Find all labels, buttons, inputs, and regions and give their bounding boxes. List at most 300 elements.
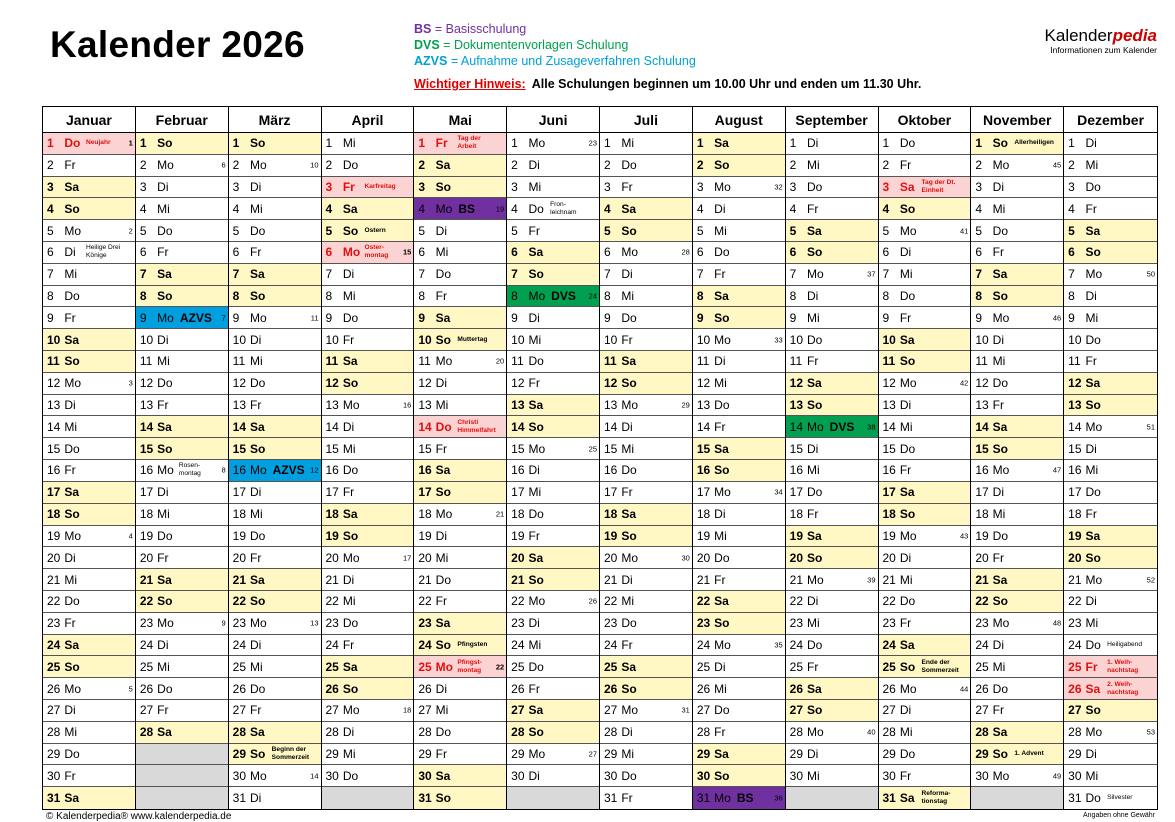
day-number: 27 — [511, 703, 525, 718]
day-number: 18 — [975, 507, 989, 522]
weekday: Sa — [1085, 223, 1101, 238]
weekday: Sa — [807, 528, 822, 543]
day-number: 3 — [511, 180, 518, 194]
weekday: Mi — [992, 201, 1006, 216]
day-cell — [507, 438, 599, 460]
day-label — [140, 180, 169, 194]
day-number: 27 — [696, 703, 711, 718]
day-number: 11 — [511, 354, 524, 369]
day-number: 24 — [882, 637, 896, 652]
training-event-label: DVS — [551, 289, 576, 304]
day-number: 5 — [604, 223, 611, 238]
day-label — [418, 398, 448, 412]
day-label — [883, 573, 913, 587]
day-label — [418, 442, 447, 456]
weekday: Mo — [528, 289, 546, 304]
day-number: 19 — [139, 528, 154, 543]
day-number: 15 — [47, 441, 61, 456]
day-number: 7 — [511, 267, 518, 282]
holiday-label: Christi Himmelfahrt — [457, 418, 496, 434]
day-cell — [414, 155, 506, 177]
day-label — [140, 376, 173, 390]
day-cell — [322, 613, 414, 635]
calendar-week-number: 22 — [495, 662, 505, 672]
weekday: Sa — [714, 594, 729, 609]
weekday: Di — [714, 354, 726, 369]
day-cell — [43, 329, 135, 351]
day-cell — [693, 526, 785, 548]
day-cell — [879, 395, 971, 417]
weekday: Do — [899, 441, 916, 456]
weekday: Mi — [807, 616, 820, 631]
day-number: 4 — [511, 201, 518, 216]
day-number: 29 — [325, 746, 339, 761]
day-label — [790, 703, 823, 717]
day-cell — [507, 765, 599, 787]
calendar-week-number: 51 — [1146, 422, 1155, 432]
day-cell — [414, 700, 506, 722]
weekday: Do — [528, 201, 544, 216]
day-number: 27 — [325, 703, 339, 718]
weekday: Do — [342, 768, 359, 783]
day-number: 12 — [139, 376, 154, 391]
day-number: 9 — [139, 310, 147, 325]
weekday: So — [992, 594, 1009, 609]
day-number: 10 — [882, 332, 896, 347]
calendar-week-number: 20 — [495, 356, 505, 366]
day-cell — [414, 329, 506, 351]
day-cell — [229, 482, 321, 504]
day-cell — [229, 504, 321, 526]
day-number: 7 — [418, 267, 426, 282]
day-number: 6 — [418, 245, 426, 260]
day-label — [511, 333, 541, 347]
day-cell — [322, 504, 414, 526]
kalenderpedia-logo[interactable] — [1045, 26, 1157, 55]
weekday: Di — [807, 289, 819, 304]
day-number: 19 — [975, 528, 989, 543]
day-label — [604, 638, 633, 652]
day-number: 2 — [975, 158, 983, 173]
weekday: Fr — [992, 398, 1004, 413]
day-label — [326, 136, 356, 150]
weekday: Mi — [621, 441, 635, 456]
day-label — [883, 136, 916, 150]
day-cell — [229, 744, 321, 766]
day-cell — [693, 635, 785, 657]
day-number: 24 — [975, 637, 989, 652]
day-label — [604, 507, 636, 521]
day-number: 21 — [325, 572, 339, 587]
day-number: 15 — [696, 441, 711, 456]
day-cell — [971, 307, 1063, 329]
day-cell — [600, 373, 692, 395]
weekday: Di — [157, 332, 169, 347]
weekday: So — [1085, 398, 1101, 413]
weekday: Fr — [342, 180, 355, 194]
day-label — [326, 420, 355, 434]
weekday: Fr — [1085, 659, 1098, 674]
day-label — [883, 507, 916, 521]
training-event-label: DVS — [829, 419, 855, 434]
day-cell — [322, 177, 414, 199]
day-number: 5 — [511, 223, 518, 238]
day-cell — [1064, 678, 1157, 700]
month-column-11 — [1064, 107, 1157, 809]
holiday-label: Oster- montag — [364, 244, 389, 260]
day-number: 2 — [325, 158, 333, 173]
logo-tagline: Informationen zum Kalender — [1050, 45, 1157, 55]
day-label — [604, 224, 637, 238]
day-label — [883, 311, 912, 325]
day-cell — [507, 133, 599, 155]
day-label — [604, 660, 636, 674]
weekday: Do — [528, 354, 544, 369]
day-label — [47, 442, 80, 456]
day-number: 19 — [511, 528, 525, 543]
day-number: 19 — [604, 528, 618, 543]
day-number: 8 — [975, 289, 983, 304]
day-label — [233, 791, 262, 805]
day-label — [1068, 463, 1098, 477]
weekday: Sa — [64, 485, 80, 500]
weekday: Sa — [714, 441, 729, 456]
day-label — [1068, 573, 1102, 587]
day-cell — [322, 373, 414, 395]
weekday: Di — [621, 267, 633, 282]
day-cell — [136, 722, 228, 744]
weekday: Do — [899, 289, 916, 304]
weekday: Mo — [435, 659, 453, 674]
day-label — [1068, 747, 1097, 761]
day-label — [975, 485, 1004, 499]
day-number: 28 — [418, 725, 432, 740]
weekday: Do — [64, 441, 80, 456]
weekday: Mi — [342, 289, 356, 304]
day-number: 5 — [139, 223, 147, 238]
day-label — [604, 376, 637, 390]
day-number: 20 — [696, 550, 711, 565]
weekday: Fr — [250, 550, 262, 565]
day-label — [604, 616, 637, 630]
day-label — [697, 136, 729, 150]
holiday-label: Beginn der Sommerzeit — [271, 745, 310, 761]
day-cell — [43, 438, 135, 460]
weekday: Mi — [714, 528, 727, 543]
weekday: Mo — [714, 637, 731, 652]
calendar-week-number: 27 — [588, 749, 597, 759]
day-number: 7 — [47, 267, 54, 282]
day-cell — [1064, 220, 1157, 242]
day-cell — [43, 700, 135, 722]
day-number: 11 — [418, 354, 431, 369]
day-number: 1 — [1068, 136, 1075, 151]
day-number: 21 — [789, 572, 804, 587]
day-number: 16 — [1068, 463, 1082, 478]
day-number: 1 — [47, 136, 54, 151]
weekday: So — [250, 441, 266, 456]
day-cell — [229, 526, 321, 548]
calendar-week-number: 6 — [221, 160, 226, 170]
weekday: Mo — [342, 550, 360, 565]
weekday: Sa — [807, 681, 822, 696]
weekday: Di — [64, 703, 76, 718]
calendar-week-number: 19 — [495, 204, 505, 214]
weekday: Mo — [528, 746, 546, 761]
calendar-week-number: 9 — [221, 618, 226, 628]
day-cell — [43, 264, 135, 286]
legend-bs-text: = Basisschulung — [431, 22, 527, 36]
weekday: Mi — [621, 136, 635, 151]
weekday: Fr — [899, 463, 912, 478]
day-cell — [43, 765, 135, 787]
weekday: Mo — [992, 616, 1010, 631]
empty-day-cell — [136, 787, 228, 809]
day-cell — [879, 286, 971, 308]
day-cell — [971, 198, 1063, 220]
day-cell — [693, 765, 785, 787]
day-cell — [600, 613, 692, 635]
day-label — [604, 703, 638, 717]
day-number: 8 — [789, 289, 797, 304]
day-label — [233, 311, 267, 325]
day-label — [975, 551, 1004, 565]
weekday: Mi — [342, 594, 356, 609]
day-cell — [229, 373, 321, 395]
day-label — [975, 573, 1007, 587]
weekday: Do — [342, 310, 359, 325]
day-number: 6 — [325, 245, 333, 260]
weekday: So — [899, 507, 916, 522]
day-number: 4 — [47, 201, 54, 216]
day-label — [140, 333, 169, 347]
holiday-label: Allerheiligen — [1014, 139, 1054, 147]
holiday-label: 1. Weih- nachtstag — [1107, 658, 1139, 674]
weekday: Do — [157, 528, 173, 543]
day-cell — [879, 526, 971, 548]
day-label — [883, 398, 912, 412]
day-number: 7 — [604, 267, 611, 282]
day-cell — [43, 569, 135, 591]
day-cell — [786, 307, 878, 329]
day-label — [697, 747, 729, 761]
day-label — [511, 311, 540, 325]
weekday: Mo — [342, 703, 360, 718]
weekday: Di — [992, 485, 1005, 500]
calendar-week-number: 41 — [959, 226, 969, 236]
day-cell — [136, 133, 228, 155]
day-number: 2 — [47, 158, 54, 173]
weekday: Mo — [250, 310, 267, 325]
day-number: 28 — [232, 725, 247, 740]
day-number: 21 — [696, 572, 711, 587]
day-cell — [136, 395, 228, 417]
day-label — [790, 682, 822, 696]
day-label — [140, 616, 174, 630]
empty-day-cell — [136, 765, 228, 787]
day-label — [604, 594, 634, 608]
day-label — [233, 420, 265, 434]
month-column-2 — [229, 107, 322, 809]
weekday: Di — [807, 136, 819, 151]
day-label — [233, 747, 266, 761]
day-number: 6 — [975, 245, 983, 260]
weekday: Mi — [807, 463, 820, 478]
day-label — [883, 245, 912, 259]
weekday: So — [342, 681, 359, 696]
day-number: 13 — [696, 398, 711, 413]
day-number: 9 — [604, 310, 611, 325]
day-number: 19 — [418, 528, 432, 543]
day-cell — [879, 460, 971, 482]
day-label — [883, 551, 912, 565]
weekday: So — [807, 550, 823, 565]
day-cell — [971, 765, 1063, 787]
page-title: Kalender 2026 — [50, 24, 305, 65]
weekday: Fr — [250, 398, 262, 413]
day-label — [975, 245, 1004, 259]
day-number: 15 — [789, 441, 804, 456]
day-cell — [1064, 395, 1157, 417]
weekday: Sa — [435, 768, 451, 783]
weekday: Di — [64, 550, 76, 565]
day-cell — [693, 220, 785, 242]
day-label — [790, 267, 824, 281]
day-cell — [414, 133, 506, 155]
day-label — [975, 660, 1005, 674]
calendar-week-number: 44 — [959, 684, 969, 694]
calendar-week-number: 33 — [774, 335, 783, 345]
day-label — [1068, 136, 1097, 150]
day-label — [140, 463, 174, 477]
calendar-week-number: 30 — [681, 553, 690, 563]
day-number: 29 — [789, 746, 804, 761]
day-number: 15 — [1068, 441, 1082, 456]
day-label — [883, 594, 916, 608]
weekday: Sa — [621, 201, 637, 216]
day-number: 22 — [139, 594, 154, 609]
weekday: Mo — [250, 158, 267, 173]
weekday: Do — [714, 398, 730, 413]
day-cell — [786, 678, 878, 700]
day-cell — [507, 155, 599, 177]
day-label — [697, 594, 729, 608]
weekday: Do — [435, 419, 452, 434]
day-cell — [693, 416, 785, 438]
day-cell — [786, 438, 878, 460]
day-cell — [693, 155, 785, 177]
day-number: 18 — [511, 507, 525, 522]
day-label — [790, 573, 824, 587]
day-label — [604, 158, 637, 172]
day-label — [604, 420, 633, 434]
day-cell — [229, 460, 321, 482]
weekday: Fr — [435, 594, 447, 609]
weekday: Mi — [992, 659, 1006, 674]
weekday: Mo — [528, 441, 546, 456]
day-cell — [879, 155, 971, 177]
day-number: 24 — [418, 637, 432, 652]
holiday-label: Heilige Drei Könige — [86, 244, 121, 260]
weekday: Fr — [342, 637, 355, 652]
day-label — [1068, 638, 1101, 652]
weekday: Mo — [342, 398, 360, 413]
day-cell — [43, 155, 135, 177]
weekday: Mo — [807, 572, 824, 587]
day-number: 22 — [975, 594, 989, 609]
day-label — [47, 551, 76, 565]
day-label — [511, 463, 540, 477]
day-cell — [322, 744, 414, 766]
day-cell — [1064, 722, 1157, 744]
day-number: 25 — [418, 659, 432, 674]
day-label — [47, 136, 80, 150]
weekday: Sa — [342, 507, 358, 522]
day-label — [697, 224, 727, 238]
logo-name-suffix: pedia — [1112, 26, 1157, 45]
month-column-7 — [693, 107, 786, 809]
day-number: 30 — [882, 768, 896, 783]
day-label — [140, 267, 172, 281]
weekday: Fr — [1085, 354, 1097, 369]
day-cell — [414, 264, 506, 286]
day-number: 30 — [975, 768, 989, 783]
weekday: Sa — [899, 332, 915, 347]
weekday: Di — [157, 637, 169, 652]
day-number: 30 — [325, 768, 339, 783]
day-cell — [879, 177, 971, 199]
day-label — [604, 529, 637, 543]
day-cell — [322, 351, 414, 373]
day-cell — [507, 220, 599, 242]
day-label — [1068, 289, 1097, 303]
calendar-week-number: 10 — [310, 160, 319, 170]
weekday: Mo — [807, 267, 824, 282]
day-number: 19 — [47, 528, 61, 543]
day-label — [975, 136, 1008, 150]
day-label — [233, 660, 263, 674]
day-label — [697, 398, 730, 412]
day-label — [511, 267, 544, 281]
day-number: 12 — [882, 376, 896, 391]
day-cell — [414, 744, 506, 766]
weekday: Mi — [250, 659, 263, 674]
day-cell — [136, 700, 228, 722]
day-label — [697, 289, 729, 303]
weekday: Mi — [250, 507, 263, 522]
day-label — [418, 376, 447, 390]
calendar-week-number: 34 — [774, 487, 783, 497]
weekday: Mo — [250, 616, 267, 631]
day-number: 14 — [789, 419, 804, 434]
day-number: 21 — [511, 572, 525, 587]
day-cell — [693, 700, 785, 722]
calendar-week-number: 12 — [310, 465, 319, 475]
weekday: Sa — [899, 791, 915, 806]
weekday: Fr — [714, 572, 726, 587]
weekday: Mi — [899, 725, 913, 740]
day-number: 24 — [325, 637, 339, 652]
weekday: Mi — [807, 310, 820, 325]
day-number: 3 — [139, 180, 147, 194]
weekday: So — [250, 289, 266, 304]
calendar-week-number: 35 — [774, 640, 783, 650]
day-cell — [600, 220, 692, 242]
weekday: So — [157, 289, 173, 304]
day-number: 7 — [882, 267, 890, 282]
weekday: Di — [621, 725, 633, 740]
day-cell — [43, 133, 135, 155]
